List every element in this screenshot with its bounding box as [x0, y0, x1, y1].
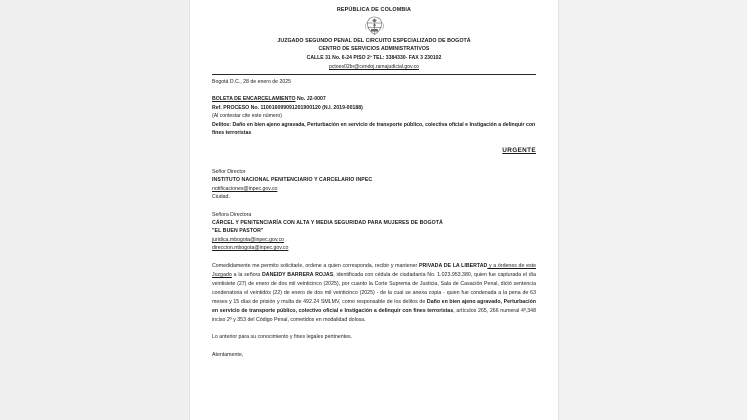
document-content	[190, 0, 558, 359]
signoff-line: Atentamente,	[212, 351, 244, 358]
reference-note: (Al contestar cite este número)	[212, 113, 282, 120]
status-badge: URGENTE	[502, 147, 536, 155]
recipient-two-org-line-1: CÁRCEL Y PENITENCIARÍA CON ALTA Y MEDIA SEGURIDAD PARA MUJERES DE BOGOTÁ	[212, 219, 443, 226]
delitos-text-2: colectiva oficial e Instigación a delinquir con fines terroristas	[212, 121, 536, 137]
boleta-number: No. J2-0007	[296, 96, 326, 103]
delitos-label: Delitos:	[212, 121, 232, 128]
delitos-text-1: Daño en bien ajeno agravada, Perturbación en servicio de transporte público,	[232, 121, 424, 128]
body-paragraph-closing: Lo anterior para su conocimiento y fines legales pertinentes.	[212, 334, 353, 341]
city-date: Bogotá D.C., 28 de enero de 2025	[212, 78, 292, 85]
nation-heading: REPÚBLICA DE COLOMBIA	[336, 7, 412, 13]
body-bold-name: DANEIDY BARRERA ROJAS	[262, 271, 334, 278]
body-text-b: a la señora	[231, 271, 262, 278]
coat-of-arms-icon	[212, 16, 536, 36]
recipient-two-role: Señora Directora	[212, 211, 252, 218]
office-email[interactable]: pctoes02br@cendoj.ramajudicial.gov.co	[328, 63, 420, 70]
body-bold-delitos: Daño en bien ajeno agravado, Perturbación en servicio de transporte público, colectivo oficial e Instigación a delinquir con fines terroristas	[212, 299, 537, 315]
recipient-two-email-juridica[interactable]: juridica.mbogota@inpec.gov.co	[212, 236, 285, 243]
reference-block	[212, 95, 536, 137]
body-text-a: Comedidamente me permito solicitarle, ordene a quien corresponda, recibir y mantener	[212, 262, 419, 269]
body-text-d: , artículos 265, 266 numeral 4º,348 inciso 2º y 353 del Código Penal, cometidos en modalidad dolosa.	[212, 308, 536, 324]
proceso-number: 110016099091201900120 (N.I. 2019-00188)	[260, 104, 363, 111]
header-divider	[212, 74, 536, 75]
recipient-one-role: Señor Director	[212, 168, 246, 175]
body-paragraph-main	[212, 262, 536, 326]
body-text-c: , identificada con cédula de ciudadanía No. 1.023.953.380, quien fue capturada el día veintisiete (27) de enero de dos mil veinticinco (2025), por cuanto la Corte Suprema de Justicia, Sala de Casación Penal, dictó sentencia condenatoria el veintidós (22) de enero de dos mil veinticinco (2025) - de la cual se anexa copia - quien fue condenada a la pena de 63 meses y 15 días de prisión y multa de 492.24 SMLMV, como responsable de los delitos de	[212, 271, 536, 306]
office-line-2: CENTRO DE SERVICIOS ADMINISTRATIVOS	[318, 45, 430, 52]
office-heading	[212, 38, 536, 54]
delitos-line	[212, 121, 536, 138]
document-page	[190, 0, 558, 420]
boleta-line	[212, 95, 536, 103]
recipient-block-one	[212, 168, 536, 202]
body-underline-ordenes: y a órdenes de este Juzgado	[212, 262, 537, 278]
proceso-label: Ref. PROCESO No.	[212, 104, 259, 111]
proceso-line	[212, 104, 536, 112]
office-contact-line: CALLE 31 No. 6-24 PISO 2º TEL: 3384330- FAX 3 230102	[306, 54, 442, 61]
recipient-two-org-line-2: "EL BUEN PASTOR"	[212, 228, 264, 235]
boleta-label: BOLETA DE ENCARCELAMIENTO	[212, 96, 296, 103]
body-bold-privada: PRIVADA DE LA LIBERTAD	[419, 262, 488, 269]
recipient-one-city: Ciudad.	[212, 194, 230, 201]
recipient-one-email[interactable]: notificaciones@inpec.gov.co	[212, 185, 278, 192]
recipient-two-email-direccion[interactable]: direccion.mbogota@inpec.gov.co	[212, 245, 289, 252]
office-line-1: JUZGADO SEGUNDO PENAL DEL CIRCUITO ESPECIALIZADO DE BOGOTÁ	[277, 37, 471, 44]
urgent-badge-row	[212, 146, 536, 156]
recipient-block-two	[212, 211, 536, 253]
recipient-one-org: INSTITUTO NACIONAL PENITENCIARIO Y CARCELARIO INPEC	[212, 177, 373, 184]
